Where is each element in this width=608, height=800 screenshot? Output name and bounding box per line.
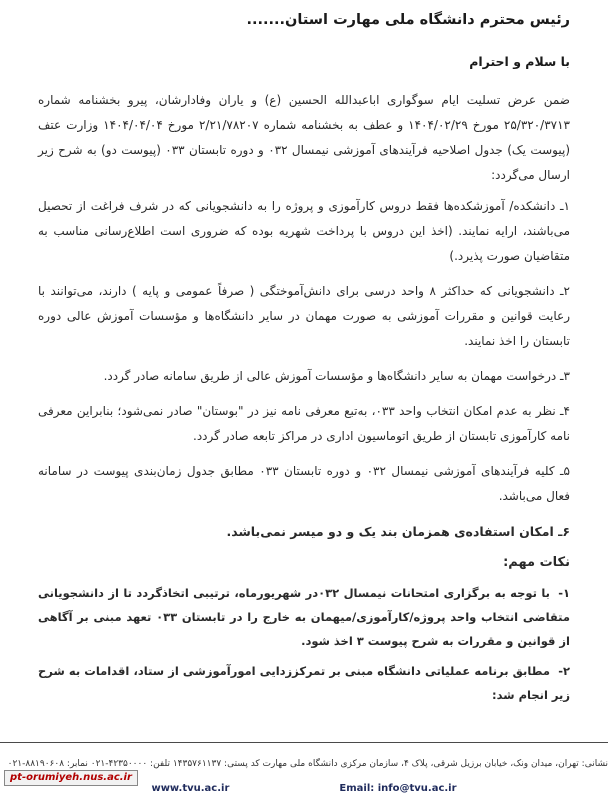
item-6: ۶ـ امکان استفاده‌ی همزمان بند یک و دو میسر نمی‌باشد. [226, 524, 570, 539]
footer-address: نشانی: تهران، میدان ونک، خیابان برزیل شرقی، پلاک ۴، سازمان مرکزی دانشگاه ملی مهارت کد پستی: ۱۴۳۵۷۶۱۱۳۷ تلفن: ۴۲۳۵۰۰۰۰-۰۲۱ نمابر: ۸۸۱۹۰۶۰۸-۰۲۱ [7, 759, 608, 769]
letter-body [38, 88, 570, 713]
item-1: ۱ـ دانشکده/ آموزشکده‌ها فقط دروس کارآموزی و پروژه را به دانشجویانی که در شرف فراغت از تحصیل می‌باشند، ارایه نمایند. (اخذ این دروس با پرداخت شهریه بوده که ضروری است اطلاع‌رسانی مناسب به متقاضیان صورت پذیرد.) [38, 199, 570, 263]
note-number: ۱- [558, 586, 570, 600]
item-4: ۴ـ نظر به عدم امکان انتخاب واحد ۰۳۳، به‌تبع معرفی نامه نیز در "بوستان" صادر نمی‌شود؛ بنابراین معرفی نامه کارآموزی تابستان از طریق اتوماسیون اداری در مراکز تابعه صادر گردد. [38, 404, 570, 443]
website-link[interactable]: www.tvu.ac.ir [151, 783, 230, 794]
item-3: ۳ـ درخواست مهمان به سایر دانشگاه‌ها و مؤسسات آموزش عالی از طریق سامانه صادر گردد. [103, 369, 570, 383]
note-number: ۲- [558, 664, 570, 678]
item-2: ۲ـ دانشجویانی که حداکثر ۸ واحد درسی برای دانش‌آموختگی ( صرفاً عمومی و پایه ) دارند، می‌توانند با رعایت قوانین و مقررات آموزشی به صورت مهمان در سایر دانشگاه‌ها و مؤسسات آموزش عالی دوره تابستان را اخذ نمایند. [38, 284, 570, 348]
source-watermark: pt-orumiyeh.nus.ac.ir [4, 770, 138, 786]
note-2 [38, 659, 570, 707]
item-5: ۵ـ کلیه فرآیندهای آموزشی نیمسال ۰۳۲ و دوره تابستان ۰۳۳ مطابق جدول زمان‌بندی پیوست در سامانه فعال می‌باشد. [38, 464, 570, 503]
email-link[interactable]: Email: info@tvu.ac.ir [339, 783, 457, 794]
notes-heading: نکات مهم: [503, 555, 570, 570]
note-text: مطابق برنامه عملیاتی دانشگاه مبنی بر تمرکززدایی امورآموزشی از ستاد، اقدامات به شرح زیر انجام شد: [38, 664, 570, 702]
note-1 [38, 581, 570, 653]
letter-greeting: با سلام و احترام [469, 54, 570, 69]
letter-title: رئیس محترم دانشگاه ملی مهارت استان....... [246, 12, 570, 28]
note-text: با توجه به برگزاری امتحانات نیمسال ۰۳۲در شهریورماه، ترتیبی اتخاذگردد تا از دانشجویانی متقاضی انتخاب واحد پروژه/کارآموزی/میهمان به خارج را در تابستان ۰۳۳ تعهد مبنی بر آگاهی از قوانین و مقررات به شرح پیوست ۳ اخذ شود. [38, 586, 570, 648]
footer-divider [0, 742, 608, 743]
intro-paragraph: ضمن عرض تسلیت ایام سوگواری اباعبدالله الحسین (ع) و یاران وفادارشان، پیرو بخشنامه شماره ۲۵/۳۲۰/۳۷۱۳ مورخ ۱۴۰۴/۰۲/۲۹ و عطف به بخشنامه شماره ۲/۲۱/۷۸۲۰۷ مورخ ۱۴۰۴/۰۴/۰۴ وزارت عتف (پیوست یک) جدول اصلاحیه فرآیندهای آموزشی نیمسال ۰۳۲ و دوره تابستان ۰۳۳ (پیوست دو) به شرح زیر ارسال می‌گردد: [38, 93, 570, 182]
